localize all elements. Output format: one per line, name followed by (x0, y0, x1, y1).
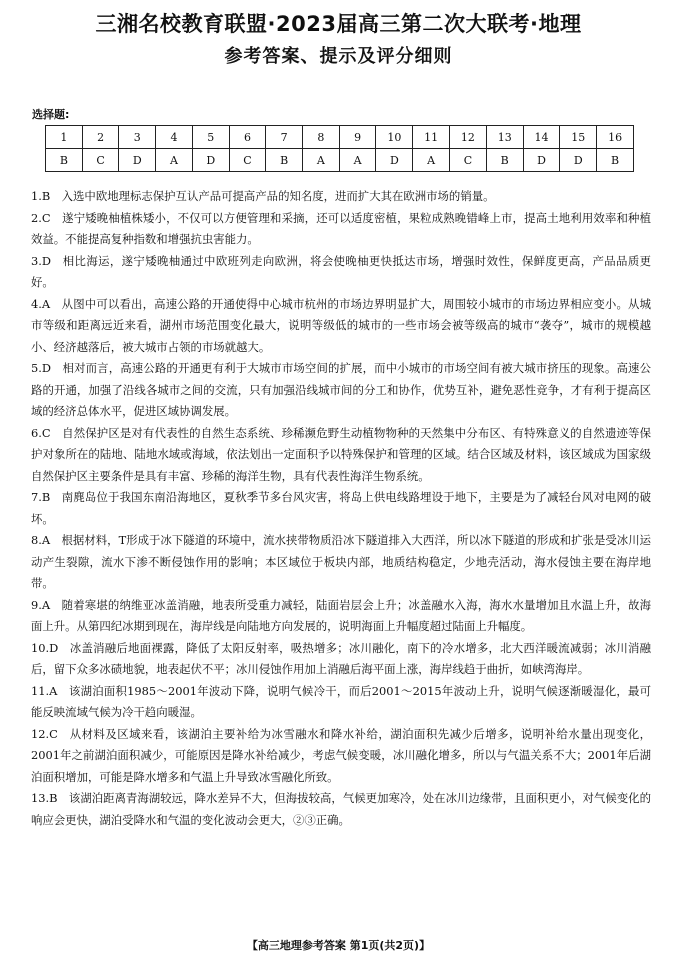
item-text: 从图中可以看出，高速公路的开通使得中心城市杭州的市场边界明显扩大，周围较小城市的市场边界相应变小。从城市等级和距离远近来看，湖州市场范围变化最大，说明等级低的城市的一些市场会被等级高的城市“袭夺”，城市的规模越小、经济越落后，被大城市占领的市场就越大。 (31, 296, 651, 354)
item-text: 冰盖消融后地面裸露，降低了太阳反射率，吸热增多；冰川融化，南下的冷水增多，北大西洋暖流减弱；冰川消融后，留下众多冰碛地貌，地表起伏不平；冰川侵蚀作用加上消融后海平面上涨，海岸线趋于曲折，如峡湾海岸。 (31, 640, 651, 676)
question-number-cell: 5 (192, 126, 229, 149)
item-text: 该湖泊面积1985～2001年波动下降，说明气候冷干，而后2001～2015年波动上升，说明气候逐渐暖湿化，最可能反映流域气候为冷干趋向暖湿。 (31, 683, 651, 719)
answer-cell: C (450, 149, 487, 172)
page-subtitle: 参考答案、提示及评分细则 (224, 46, 453, 67)
answer-cell: A (156, 149, 193, 172)
question-number-cell: 6 (229, 126, 266, 149)
question-number-cell: 10 (376, 126, 413, 149)
answer-cell: A (413, 149, 450, 172)
explanation-item (31, 423, 651, 488)
item-text: 遂宁矮晚柚植株矮小，不仅可以方便管理和采摘，还可以适度密植，果粒成熟晚错峰上市，提高土地利用效率和种植效益。不能提高复种指数和增强抗虫害能力。 (31, 210, 651, 246)
item-number: 1.B (31, 189, 51, 203)
explanation-list (31, 186, 651, 831)
explanation-item (31, 186, 651, 208)
question-number-cell: 4 (156, 126, 193, 149)
answer-cell: C (82, 149, 119, 172)
question-number-cell: 14 (523, 126, 560, 149)
question-number-cell: 9 (339, 126, 376, 149)
answer-cell: D (376, 149, 413, 172)
explanation-item (31, 724, 651, 789)
explanation-item (31, 358, 651, 423)
item-text: 自然保护区是对有代表性的自然生态系统、珍稀濒危野生动植物物种的天然集中分布区、有特殊意义的自然遗迹等保护对象所在的陆地、陆地水域或海域，依法划出一定面积予以特殊保护和管理的区域。结合区域及材料，该区域成为国家级自然保护区主要条件是具有丰富、珍稀的海洋生物，具有代表性海洋生物系统。 (31, 425, 651, 483)
question-number-cell: 12 (450, 126, 487, 149)
item-text: 南麂岛位于我国东南沿海地区，夏秋季节多台风灾害，将岛上供电线路埋设于地下，主要是为了减轻台风对电网的破坏。 (31, 490, 651, 526)
answer-cell: C (229, 149, 266, 172)
explanation-item (31, 681, 651, 724)
item-text: 随着寒堪的纳维亚冰盖消融，地表所受重力减轻，陆面岩层会上升；冰盖融水入海，海水水量增加且水温上升，故海面上升。从第四纪冰期到现在，海岸线是向陆地方向发展的，说明海面上升幅度超过陆面上升幅度。 (31, 597, 651, 633)
explanation-item (31, 788, 651, 831)
answer-key-row (46, 149, 634, 172)
answer-cell: A (303, 149, 340, 172)
question-number-cell: 1 (46, 126, 83, 149)
page-title: 三湘名校教育联盟·2023届高三第二次大联考·地理 (95, 12, 582, 36)
explanation-item (31, 530, 651, 595)
item-number: 9.A (31, 597, 51, 612)
item-text: 从材料及区域来看，该湖泊主要补给为冰雪融水和降水补给，湖泊面积先减少后增多，说明补给水量出现变化，2001年之前湖泊面积减少，可能原因是降水补给减少，考虑气候变暖，冰川融化增多，所以与气温关系不大；2001年后湖泊面积增加，可能是降水增多和气温上升导致冰雪融化所致。 (31, 726, 651, 784)
item-number: 4.A (31, 296, 51, 311)
item-number: 8.A (31, 533, 51, 547)
answer-number-row (46, 126, 634, 149)
answer-cell: A (339, 149, 376, 172)
explanation-item (31, 487, 651, 530)
item-text: 相比海运，遂宁矮晚柚通过中欧班列走向欧洲，将会使晚柚更快抵达市场，增强时效性，保鲜度更高，产品品质更好。 (31, 253, 651, 289)
item-text: 根据材料，T形成于冰下隧道的环境中，流水挟带物质沿冰下隧道排入大西洋，所以冰下隧道的形成和扩张是受冰川运动产生裂隙，流水下渗不断侵蚀作用的影响；本区域位于板块内部，地质结构稳定，少地壳活动，海水侵蚀主要在海岸地带。 (31, 533, 651, 590)
explanation-item (31, 251, 651, 294)
explanation-item (31, 208, 651, 251)
question-number-cell: 15 (560, 126, 597, 149)
answer-cell: D (523, 149, 560, 172)
answer-cell: B (486, 149, 523, 172)
question-number-cell: 11 (413, 126, 450, 149)
item-number: 2.C (31, 210, 51, 225)
answer-cell: B (597, 149, 634, 172)
item-number: 10.D (31, 640, 59, 655)
answer-cell: D (192, 149, 229, 172)
item-number: 13.B (31, 791, 58, 805)
item-number: 5.D (31, 361, 52, 375)
explanation-item (31, 595, 651, 638)
item-text: 该湖泊距离青海湖较远，降水差异不大，但海拔较高，气候更加寒冷，处在冰川边缘带，且面积更小，对气候变化的响应会更快，湖泊受降水和气温的变化波动会更大，②③正确。 (31, 791, 651, 827)
question-number-cell: 8 (303, 126, 340, 149)
item-number: 7.B (31, 490, 51, 504)
page-footer: 【高三地理参考答案 第1页(共2页)】 (246, 939, 431, 952)
answer-cell: B (266, 149, 303, 172)
item-number: 12.C (31, 726, 58, 741)
answer-table (45, 125, 634, 172)
question-number-cell: 2 (82, 126, 119, 149)
explanation-item (31, 294, 651, 359)
section-label: 选择题: (32, 108, 70, 121)
question-number-cell: 7 (266, 126, 303, 149)
answer-cell: D (119, 149, 156, 172)
answer-cell: B (46, 149, 83, 172)
item-number: 11.A (31, 683, 58, 698)
item-number: 6.C (31, 425, 51, 440)
explanation-item (31, 638, 651, 681)
question-number-cell: 13 (486, 126, 523, 149)
item-number: 3.D (31, 253, 52, 268)
item-text: 相对而言，高速公路的开通更有利于大城市市场空间的扩展，而中小城市的市场空间有被大城市挤压的现象。高速公路的开通，加强了沿线各城市之间的交流，只有加强沿线城市间的分工和协作，优势互补，避免恶性竞争，才有利于提高区域的经济总体水平，促进区域协调发展。 (31, 361, 651, 418)
answer-cell: D (560, 149, 597, 172)
item-text: 入选中欧地理标志保护互认产品可提高产品的知名度，进而扩大其在欧洲市场的销量。 (61, 189, 495, 203)
question-number-cell: 16 (597, 126, 634, 149)
question-number-cell: 3 (119, 126, 156, 149)
